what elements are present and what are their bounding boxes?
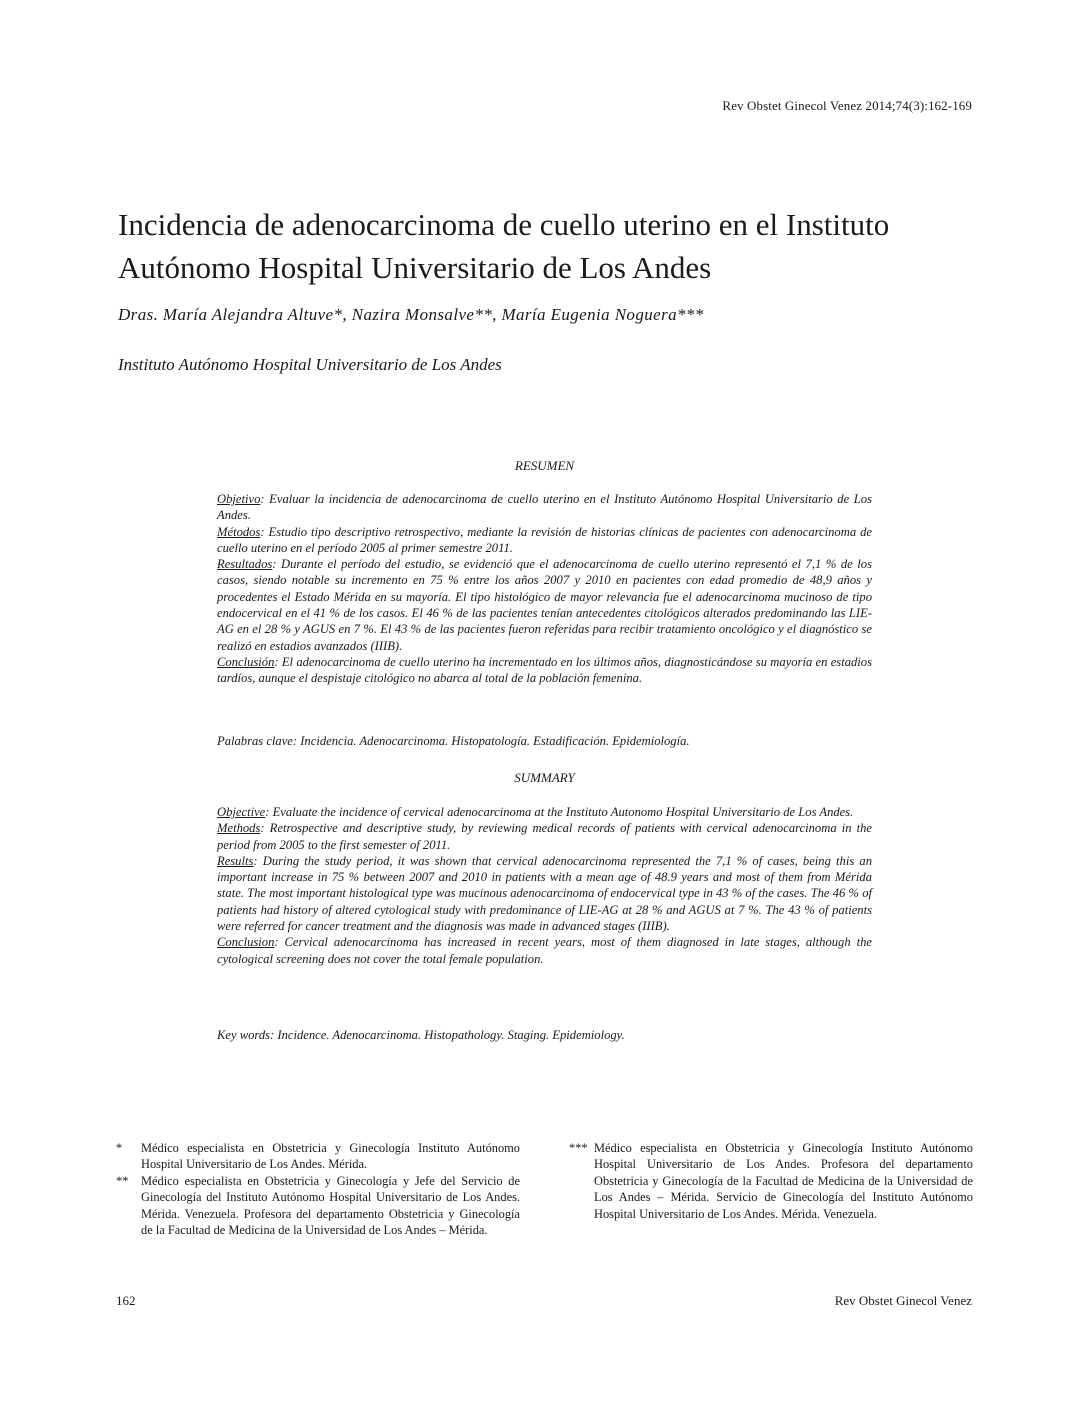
conclusion-label-en: Conclusion <box>217 935 275 950</box>
resumen-resultados <box>217 556 872 654</box>
running-head: Rev Obstet Ginecol Venez 2014;74(3):162-169 <box>722 98 972 113</box>
conclusion-label: Conclusión <box>217 654 275 669</box>
footnote-text: Médico especialista en Obstetricia y Ginecología Instituto Autónomo Hospital Universitario de Los Andes. Mérida. <box>141 1141 520 1172</box>
summary-results <box>217 853 872 934</box>
footnote-1 <box>116 1140 520 1173</box>
footnote-mark: *** <box>569 1141 588 1155</box>
footnote-3 <box>569 1140 973 1222</box>
metodos-text: : Estudio tipo descriptivo retrospectivo, mediante la revisión de historias clínicas de pacientes con adenocarcinoma de cuello uterino en el período 2005 al primer semestre 2011. <box>217 524 872 555</box>
footnote-2 <box>116 1173 520 1239</box>
footnote-mark: ** <box>116 1174 129 1188</box>
footnote-mark: * <box>116 1141 123 1155</box>
resultados-text: : Durante el período del estudio, se evidenció que el adenocarcinoma de cuello uterino representó el 7,1 % de los casos, siendo notable su incremento en 75 % entre los años 2007 y 2010 en pacientes con edad promedio de 48,9 años y procedentes el Estado Mérida en su mayoría. El tipo histológico de mayor relevancia fue el adenocarcinoma mucinoso de tipo endocervical en el 41 % de los casos. El 46 % de las pacientes tenían antecedentes citológicos alterados predominando las LIE-AG en el 28 % y AGUS en 7 %. El 43 % de las pacientes fueron referidas para recibir tratamiento oncológico y el diagnóstico se realizó en estadios avanzados (IIIB). <box>217 557 872 653</box>
footnote-text: Médico especialista en Obstetricia y Ginecología Instituto Autónomo Hospital Universitario de Los Andes. Profesora del departamento Obstetricia y Ginecología de la Facultad de Medicina de la Universidad de Los Andes – Mérida. Servicio de Ginecología del Instituto Autónomo Hospital Universitario de Los Andes. Mérida. Venezuela. <box>594 1141 973 1221</box>
results-text: : During the study period, it was shown that cervical adenocarcinoma represented the 7,1 % of cases, being this an important increase in 75 % between 2007 and 2010 in patients with a mean age of 48.9 years and most of them from Mérida state. The most important histological type was mucinous adenocarcinoma of endocervical type in 43 % of the cases. The 46 % of patients had history of altered cytological study with predominance of LIE-AG at 28 % and AGUS at 7 %. The 43 % of patients were referred for cancer treatment and the diagnosis was made in advanced stages (IIIB). <box>217 853 872 934</box>
summary-conclusion <box>217 934 872 967</box>
methods-label: Methods <box>217 821 261 836</box>
footnote-text: Médico especialista en Obstetricia y Ginecología y Jefe del Servicio de Ginecología del Instituto Autónomo Hospital Universitario de Los Andes. Mérida. Venezuela. Profesora del departamento Obstetricia y Ginecología de la Facultad de Medicina de la Universidad de Los Andes – Mérida. <box>141 1174 520 1238</box>
objective-text: : Evaluate the incidence of cervical adenocarcinoma at the Instituto Autonomo Hospital Universitario de Los Andes. <box>265 805 854 819</box>
summary-body <box>217 804 872 967</box>
key-words: Key words: Incidence. Adenocarcinoma. Histopathology. Staging. Epidemiology. <box>217 1028 625 1042</box>
results-label: Results <box>217 853 254 868</box>
summary-methods <box>217 820 872 853</box>
objetivo-label: Objetivo <box>217 492 261 506</box>
resumen-body <box>217 491 872 687</box>
conclusion-text: : El adenocarcinoma de cuello uterino ha incrementado en los últimos años, diagnosticándose su mayoría en estadios tardíos, aunque el despistaje citológico no abarca al total de la población femenina. <box>217 654 872 686</box>
objetivo-text: : Evaluar la incidencia de adenocarcinoma de cuello uterino en el Instituto Autónomo Hospital Universitario de Los Andes. <box>217 492 872 523</box>
resumen-metodos <box>217 524 872 557</box>
page-number: 162 <box>116 1293 136 1308</box>
resultados-label: Resultados <box>217 557 273 572</box>
summary-heading: SUMMARY <box>514 770 575 785</box>
resumen-objetivo <box>217 491 872 524</box>
affiliation: Instituto Autónomo Hospital Universitario de Los Andes <box>118 355 502 374</box>
methods-text: : Retrospective and descriptive study, by reviewing medical records of patients with cervical adenocarcinoma in the period from 2005 to the first semester of 2011. <box>217 821 872 852</box>
resumen-conclusion <box>217 654 872 687</box>
objective-label: Objective <box>217 805 266 819</box>
resumen-heading: RESUMEN <box>514 458 575 473</box>
palabras-clave: Palabras clave: Incidencia. Adenocarcinoma. Histopatología. Estadificación. Epidemiología. <box>217 734 690 748</box>
summary-objective <box>217 804 872 820</box>
author-list: Dras. María Alejandra Altuve*, Nazira Monsalve**, María Eugenia Noguera*** <box>118 305 704 324</box>
metodos-label: Métodos <box>217 524 261 539</box>
footer-journal: Rev Obstet Ginecol Venez <box>834 1293 972 1308</box>
article-title: Incidencia de adenocarcinoma de cuello uterino en el Instituto Autónomo Hospital Universitario de Los Andes <box>118 207 890 285</box>
conclusion-text-en: : Cervical adenocarcinoma has increased in recent years, most of them diagnosed in late stages, although the cytological screening does not cover the total female population. <box>217 935 872 966</box>
